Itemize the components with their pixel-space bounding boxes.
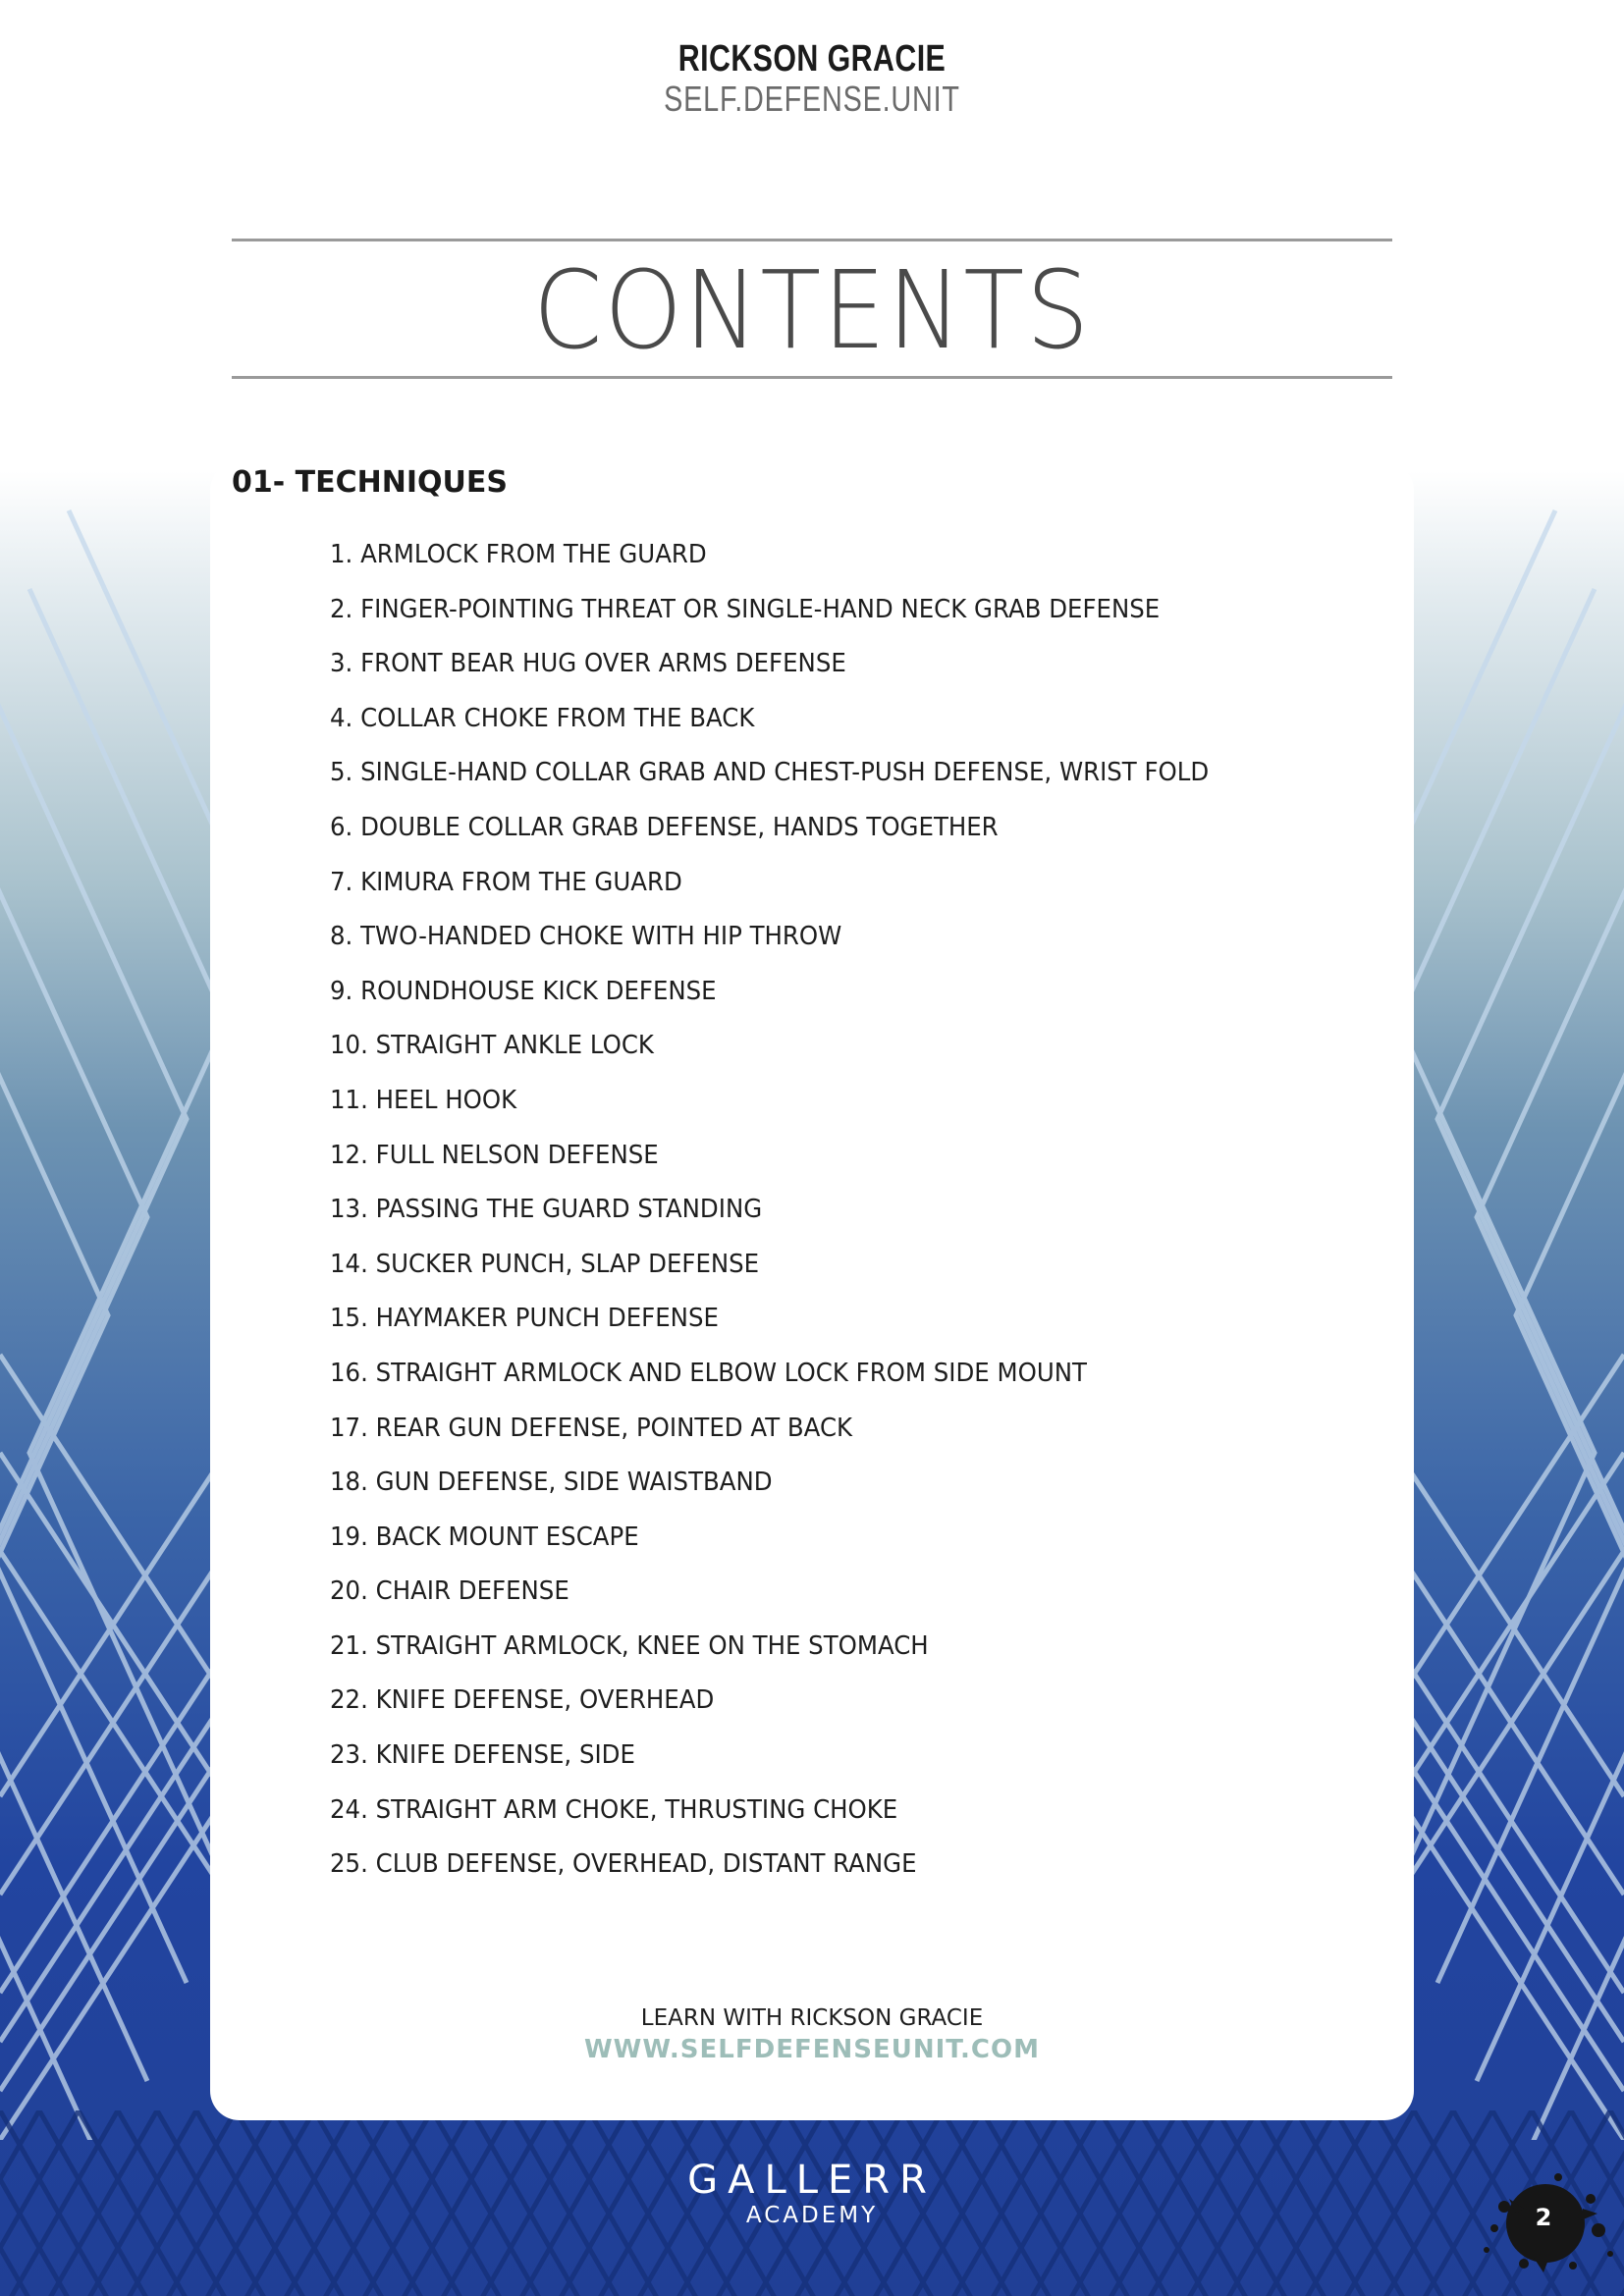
toc-item[interactable]: 19. BACK MOUNT ESCAPE (330, 1522, 639, 1552)
table-of-contents (330, 535, 1265, 1899)
toc-item[interactable]: 14. SUCKER PUNCH, SLAP DEFENSE (330, 1249, 760, 1279)
toc-item[interactable]: 8. TWO-HANDED CHOKE WITH HIP THROW (330, 922, 842, 952)
toc-item[interactable]: 21. STRAIGHT ARMLOCK, KNEE ON THE STOMACH (330, 1630, 929, 1661)
page-title: CONTENTS (532, 247, 1092, 373)
toc-item[interactable]: 25. CLUB DEFENSE, OVERHEAD, DISTANT RANGE (330, 1849, 917, 1880)
toc-item[interactable]: 2. FINGER-POINTING THREAT OR SINGLE-HAND NECK GRAB DEFENSE (330, 594, 1161, 624)
brand-subtitle: SELF.DEFENSE.UNIT (664, 79, 960, 119)
toc-item[interactable]: 15. HAYMAKER PUNCH DEFENSE (330, 1304, 719, 1334)
logo-subtitle: ACADEMY (745, 2203, 879, 2228)
diamond-line-pattern-icon (0, 471, 226, 2140)
toc-item[interactable]: 6. DOUBLE COLLAR GRAB DEFENSE, HANDS TOGETHER (330, 812, 999, 842)
diamond-line-pattern-icon (1398, 471, 1624, 2140)
page-number: 2 (1535, 2204, 1552, 2231)
toc-item[interactable]: 22. KNIFE DEFENSE, OVERHEAD (330, 1685, 715, 1716)
title-rule-bottom (232, 376, 1392, 379)
learn-tagline: LEARN WITH RICKSON GRACIE (640, 2005, 984, 2031)
toc-item[interactable]: 12. FULL NELSON DEFENSE (330, 1140, 659, 1170)
website-link[interactable]: WWW.SELFDEFENSEUNIT.COM (584, 2035, 1040, 2064)
toc-item[interactable]: 1. ARMLOCK FROM THE GUARD (330, 540, 707, 569)
toc-item[interactable]: 24. STRAIGHT ARM CHOKE, THRUSTING CHOKE (330, 1794, 898, 1825)
toc-item[interactable]: 4. COLLAR CHOKE FROM THE BACK (330, 703, 755, 733)
toc-item[interactable]: 7. KIMURA FROM THE GUARD (330, 867, 682, 897)
toc-item[interactable]: 17. REAR GUN DEFENSE, POINTED AT BACK (330, 1413, 853, 1443)
right-decorative-pattern (1398, 471, 1624, 2140)
toc-item[interactable]: 11. HEEL HOOK (330, 1085, 517, 1115)
logo-wordmark: GALLERR (687, 2158, 937, 2203)
toc-item[interactable]: 23. KNIFE DEFENSE, SIDE (330, 1740, 635, 1771)
brand-header (0, 37, 1624, 118)
brand-name: RICKSON GRACIE (677, 38, 947, 80)
title-rule-top (232, 239, 1392, 241)
toc-item[interactable]: 16. STRAIGHT ARMLOCK AND ELBOW LOCK FROM SIDE MOUNT (330, 1358, 1087, 1388)
toc-item[interactable]: 13. PASSING THE GUARD STANDING (330, 1195, 763, 1225)
section-title: TECHNIQUES (295, 465, 508, 500)
toc-item[interactable]: 9. ROUNDHOUSE KICK DEFENSE (330, 976, 717, 1006)
section-heading (232, 465, 508, 500)
toc-item[interactable]: 5. SINGLE-HAND COLLAR GRAB AND CHEST-PUSH DEFENSE, WRIST FOLD (330, 758, 1210, 788)
academy-logo (0, 2158, 1624, 2228)
left-decorative-pattern (0, 471, 226, 2140)
toc-item[interactable]: 18. GUN DEFENSE, SIDE WAISTBAND (330, 1468, 773, 1498)
toc-item[interactable]: 10. STRAIGHT ANKLE LOCK (330, 1031, 654, 1061)
section-number: 01- (232, 465, 286, 500)
toc-item[interactable]: 20. CHAIR DEFENSE (330, 1576, 569, 1607)
toc-item[interactable]: 3. FRONT BEAR HUG OVER ARMS DEFENSE (330, 649, 846, 679)
